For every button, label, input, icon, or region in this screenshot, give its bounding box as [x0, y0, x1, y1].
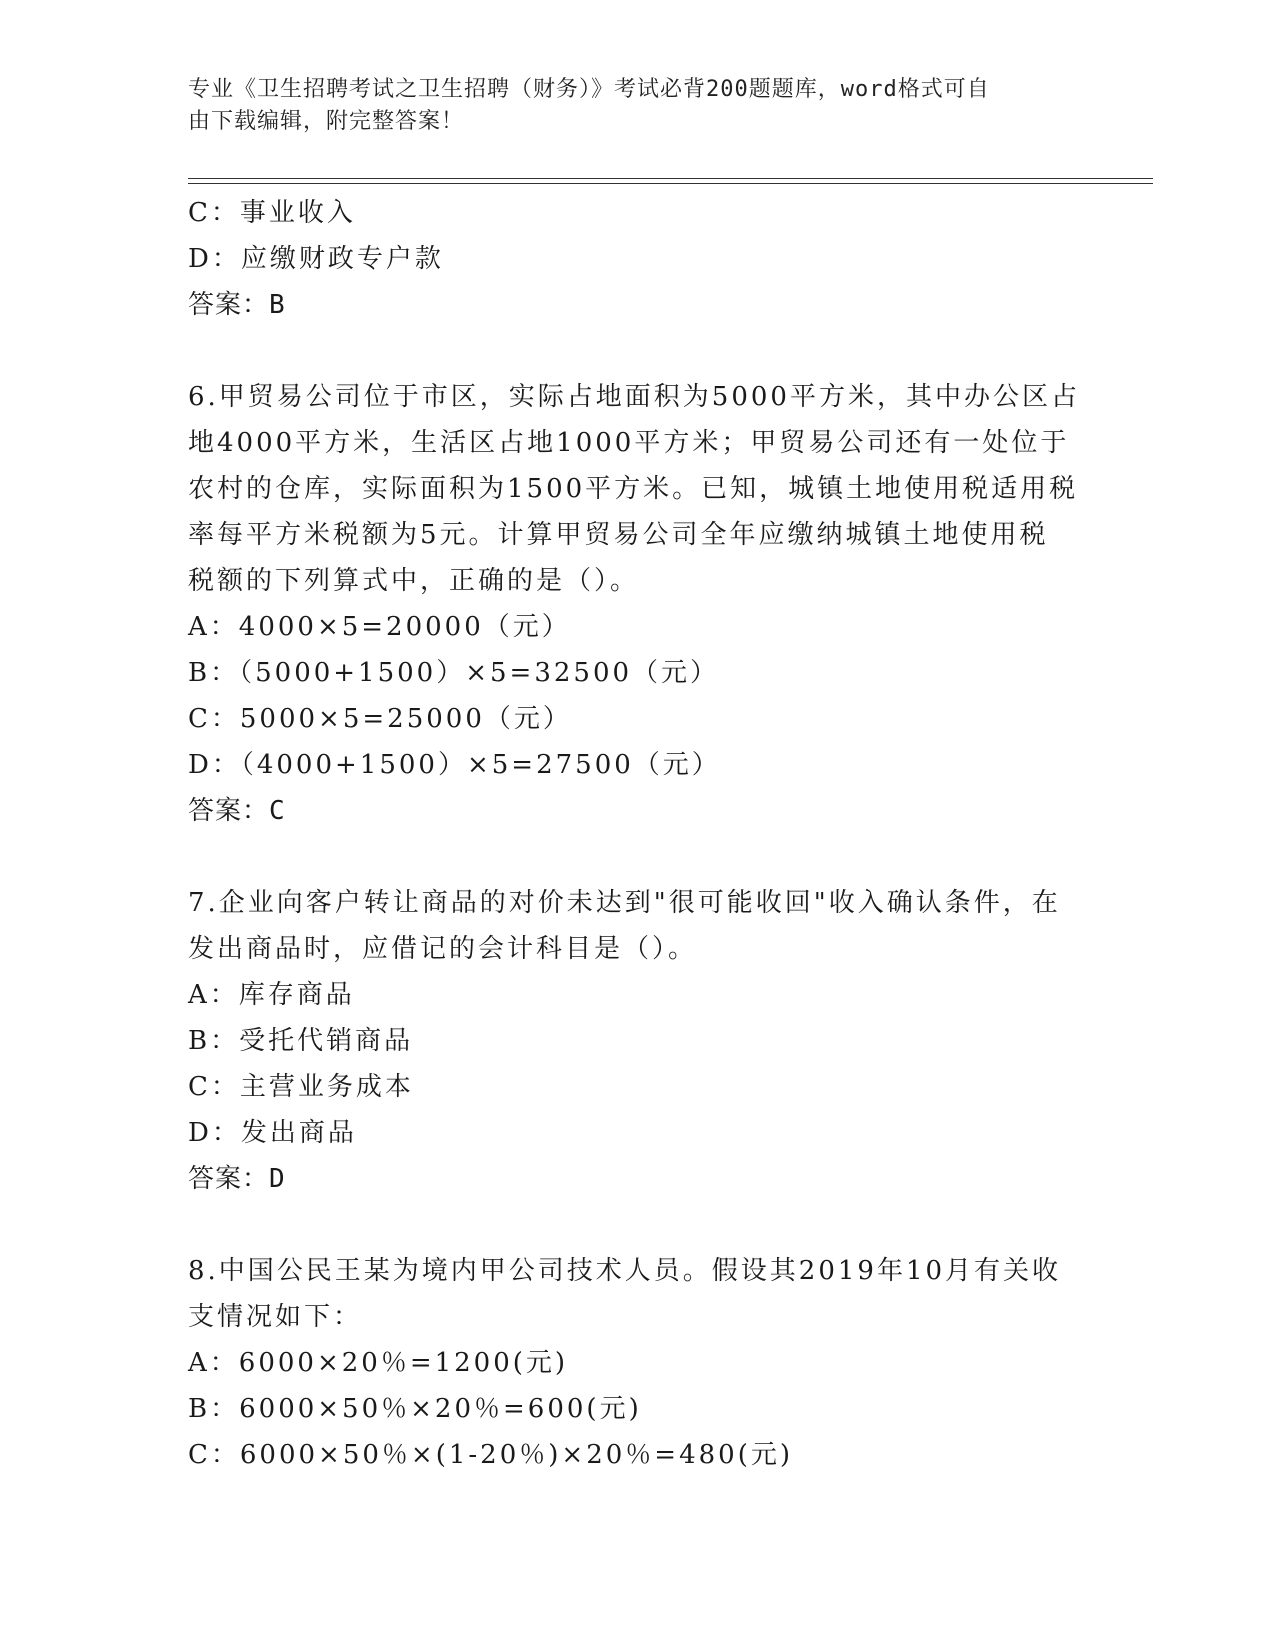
option-a: A：4000×5=20000（元）	[188, 612, 571, 642]
option-c: C：主营业务成本	[188, 1072, 414, 1102]
question-8	[188, 1248, 1088, 1478]
header-divider-bottom	[188, 183, 1153, 184]
header-line-2: 由下载编辑，附完整答案！	[188, 109, 465, 134]
option-c: C：5000×5=25000（元）	[188, 704, 572, 734]
option-d: D：（4000+1500）×5=27500（元）	[188, 750, 721, 780]
question-7	[188, 880, 1088, 1202]
question-6	[188, 374, 1088, 834]
option-c: C：事业收入	[188, 198, 356, 228]
option-b: B：（5000+1500）×5=32500（元）	[188, 658, 720, 688]
question-5-tail	[188, 190, 1088, 328]
header-divider-top	[188, 178, 1153, 179]
answer-line: 答案：D	[188, 1164, 286, 1194]
option-d: D：应缴财政专户款	[188, 244, 444, 274]
answer-line: 答案：C	[188, 796, 286, 826]
question-stem-line: 7.企业向客户转让商品的对价未达到"很可能收回"收入确认条件，在	[188, 888, 1061, 918]
option-d: D：发出商品	[188, 1118, 357, 1148]
question-stem-line: 地4000平方米，生活区占地1000平方米；甲贸易公司还有一处位于	[188, 428, 1070, 458]
question-stem-line: 支情况如下：	[188, 1302, 363, 1332]
question-stem-line: 发出商品时，应借记的会计科目是（）。	[188, 934, 698, 964]
option-b: B：受托代销商品	[188, 1026, 414, 1056]
option-c: C：6000×50％×(1-20％)×20％=480(元)	[188, 1440, 793, 1470]
spacer	[188, 328, 1088, 374]
question-stem-line: 率每平方米税额为5元。计算甲贸易公司全年应缴纳城镇土地使用税	[188, 520, 1049, 550]
header-line-1: 专业《卫生招聘考试之卫生招聘（财务）》考试必背200题题库，word格式可自	[188, 77, 990, 102]
question-content	[188, 190, 1088, 1478]
spacer	[188, 1202, 1088, 1248]
question-stem-line: 6.甲贸易公司位于市区，实际占地面积为5000平方米，其中办公区占	[188, 382, 1080, 412]
question-stem-line: 税额的下列算式中，正确的是（）。	[188, 566, 640, 596]
spacer	[188, 834, 1088, 880]
question-stem-line: 8.中国公民王某为境内甲公司技术人员。假设其2019年10月有关收	[188, 1256, 1062, 1286]
answer-line: 答案：B	[188, 290, 286, 320]
question-stem-line: 农村的仓库，实际面积为1500平方米。已知，城镇土地使用税适用税	[188, 474, 1079, 504]
option-a: A：库存商品	[188, 980, 355, 1010]
option-a: A：6000×20％=1200(元)	[188, 1348, 569, 1378]
document-header	[188, 74, 1068, 138]
option-b: B：6000×50％×20％=600(元)	[188, 1394, 642, 1424]
